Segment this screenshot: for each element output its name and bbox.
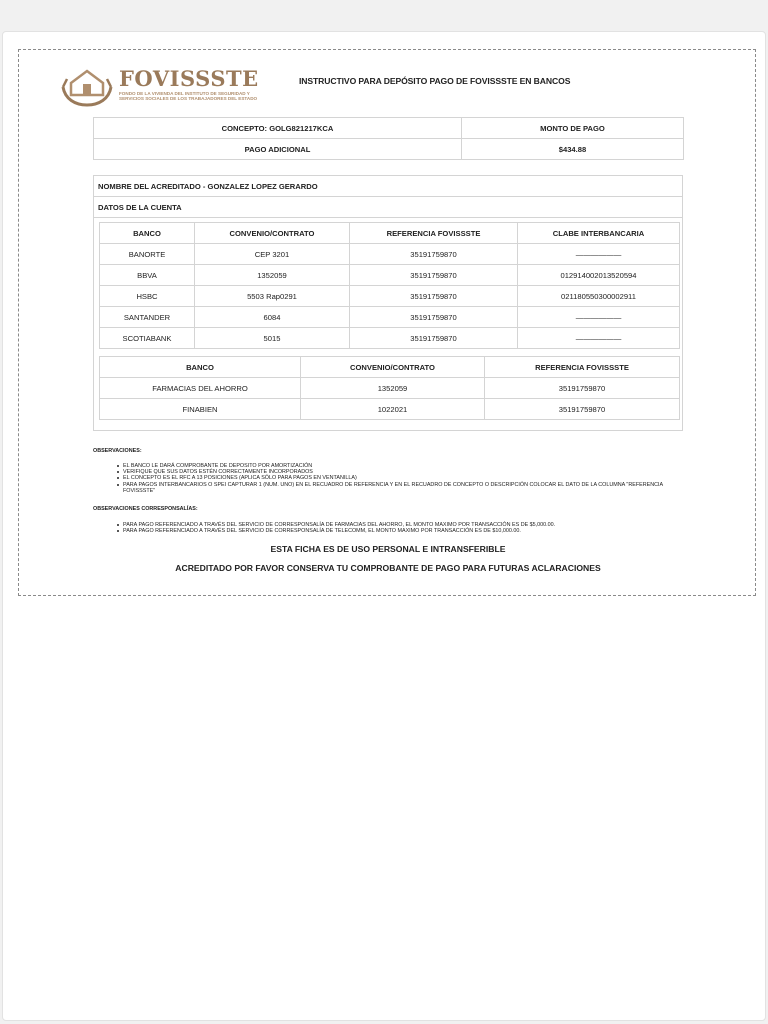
summary-table [93,117,684,160]
table-row [100,378,680,399]
bank-name: SCOTIABANK [100,328,195,349]
list-item: EL BANCO LE DARÁ COMPROBANTE DE DEPOSITO POR AMORTIZACIÓN [117,463,677,469]
document-page [2,31,766,1021]
bank-clabe: —————— [518,307,680,328]
bank-referencia: 35191759870 [350,307,518,328]
correspondents-table [99,356,680,420]
table-header-row [100,357,680,378]
correspondent-referencia: 35191759870 [485,399,680,420]
table-row [100,399,680,420]
header-convenio: CONVENIO/CONTRATO [195,223,350,244]
bank-clabe: 021180550300002911 [518,286,680,307]
acreditado-name: NOMBRE DEL ACREDITADO - GONZALEZ LOPEZ GERARDO [94,176,682,197]
table-row [100,244,680,265]
fovissste-logo [59,65,269,109]
header-clabe: CLABE INTERBANCARIA [518,223,680,244]
document-title: INSTRUCTIVO PARA DEPÓSITO PAGO DE FOVISSSTE EN BANCOS [299,76,571,86]
header-banco: BANCO [100,357,301,378]
bank-convenio: 6084 [195,307,350,328]
bank-referencia: 35191759870 [350,265,518,286]
correspondent-referencia: 35191759870 [485,378,680,399]
banks-table [99,222,680,349]
bank-name: BANORTE [100,244,195,265]
bank-referencia: 35191759870 [350,286,518,307]
list-item: PARA PAGO REFERENCIADO A TRAVÉS DEL SERVICIO DE CORRESPONSALÍA DE TELECOMM, EL MONTO MAXIMO POR TRANSACCIÓN ES DE $10,000.00. [117,528,677,534]
table-row [100,328,680,349]
correspondent-name: FINABIEN [100,399,301,420]
list-item: PARA PAGOS INTERBANCARIOS O SPEI CAPTURAR 1 (NUM. UNO) EN EL RECUADRO DE REFERENCIA Y EN EL RECUADRO DE CONCEPTO O DESCRIPCIÓN COLOCAR EL DATO DE LA COLUMNA "REFERENCIA FOVISSSTE" [117,482,677,494]
observaciones-corresponsalias-title: OBSERVACIONES CORRESPONSALÍAS: [93,506,198,512]
bank-name: SANTANDER [100,307,195,328]
bank-clabe: —————— [518,328,680,349]
datos-cuenta-label: DATOS DE LA CUENTA [94,197,682,218]
bank-convenio: 1352059 [195,265,350,286]
tipo-pago-cell: PAGO ADICIONAL [94,139,462,160]
monto-cell: $434.88 [462,139,684,160]
account-box [93,175,683,431]
monto-label-cell: MONTO DE PAGO [462,118,684,139]
bank-referencia: 35191759870 [350,244,518,265]
observaciones-list [117,463,677,494]
house-hands-icon [59,65,115,109]
header-banco: BANCO [100,223,195,244]
table-row [100,286,680,307]
list-item: PARA PAGO REFERENCIADO A TRAVÉS DEL SERVICIO DE CORRESPONSALÍA DE FARMACIAS DEL AHORRO, EL MONTO MAXIMO POR TRANSACCIÓN ES DE $5,000.00. [117,522,677,528]
personal-use-notice: ESTA FICHA ES DE USO PERSONAL E INTRANSFERIBLE [270,544,506,554]
logo-subtitle: FONDO DE LA VIVIENDA DEL INSTITUTO DE SEGURIDAD Y SERVICIOS SOCIALES DE LOS TRABAJADORES DEL ESTADO [119,91,258,102]
correspondent-convenio: 1352059 [301,378,485,399]
header-referencia: REFERENCIA FOVISSSTE [485,357,680,378]
bank-name: HSBC [100,286,195,307]
correspondent-name: FARMACIAS DEL AHORRO [100,378,301,399]
list-item: VERIFIQUE QUE SUS DATOS ESTÉN CORRECTAMENTE INCORPORADOS [117,469,677,475]
bank-clabe: 012914002013520594 [518,265,680,286]
logo-name: FOVISSSTE [119,66,259,91]
bank-convenio: 5015 [195,328,350,349]
list-item: EL CONCEPTO ES EL RFC A 13 POSICIONES (APLICA SÓLO PARA PAGOS EN VENTANILLA) [117,475,677,481]
payment-slip [18,49,756,596]
bank-convenio: 5503 Rap0291 [195,286,350,307]
table-header-row [100,223,680,244]
bank-name: BBVA [100,265,195,286]
bank-convenio: CEP 3201 [195,244,350,265]
keep-receipt-notice: ACREDITADO POR FAVOR CONSERVA TU COMPROBANTE DE PAGO PARA FUTURAS ACLARACIONES [175,563,601,573]
bank-clabe: —————— [518,244,680,265]
header-referencia: REFERENCIA FOVISSSTE [350,223,518,244]
concepto-cell: CONCEPTO: GOLG821217KCA [94,118,462,139]
observaciones-title: OBSERVACIONES: [93,448,142,454]
table-row [100,307,680,328]
table-row [100,265,680,286]
header-convenio: CONVENIO/CONTRATO [301,357,485,378]
bank-referencia: 35191759870 [350,328,518,349]
observaciones-corresponsalias-list [117,522,677,534]
correspondent-convenio: 1022021 [301,399,485,420]
